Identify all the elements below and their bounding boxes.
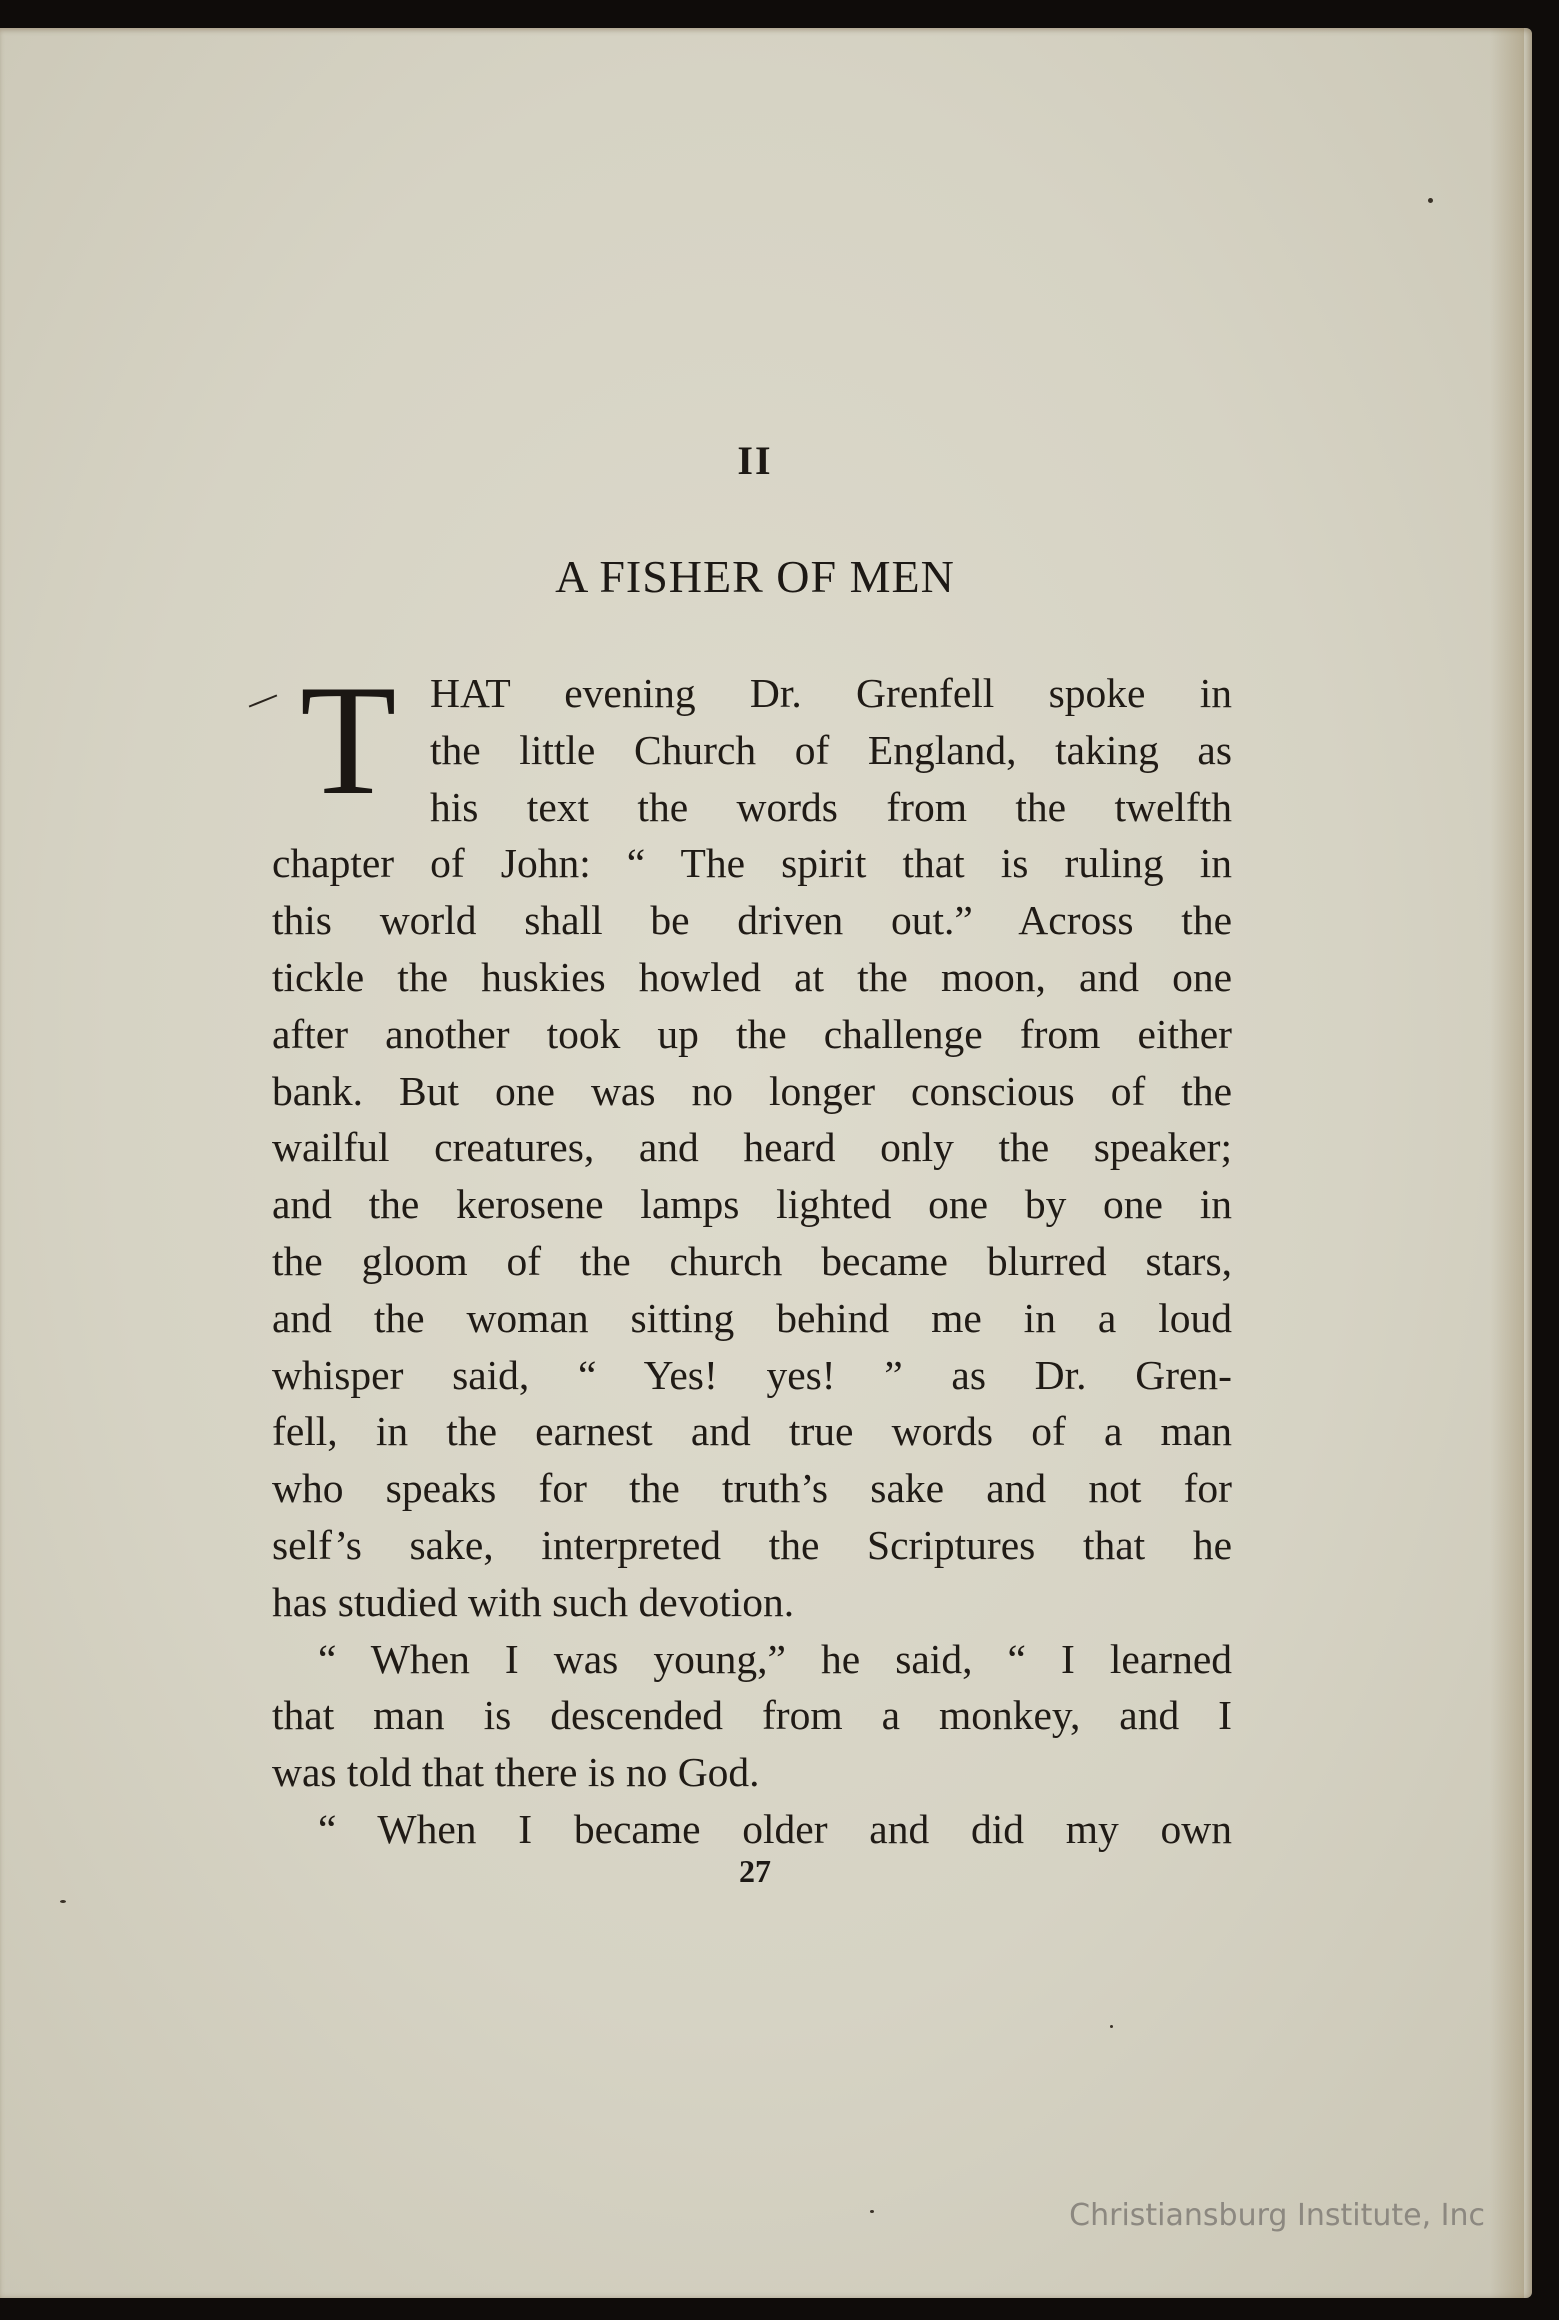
page-number: 27	[739, 1853, 771, 1889]
text-line: the little Church of England, taking as	[430, 726, 1232, 773]
chapter-title: A FISHER OF MEN	[555, 551, 955, 602]
paper-speck	[1428, 198, 1433, 203]
text-line: was told that there is no God.	[272, 1749, 760, 1796]
text-line: whisper said, “ Yes! yes! ” as Dr. Gren-	[272, 1351, 1232, 1398]
text-line: “ When I became older and did my own	[318, 1805, 1232, 1852]
paper-speck	[60, 1900, 66, 1903]
text-line: that man is descended from a monkey, and I	[272, 1692, 1232, 1739]
chapter-number: II	[737, 438, 773, 483]
paper-speck	[1110, 2025, 1113, 2028]
text-line: and the woman sitting behind me in a loud	[272, 1294, 1232, 1341]
text-line: has studied with such devotion.	[272, 1578, 795, 1625]
text-line: after another took up the challenge from either	[272, 1010, 1232, 1057]
text-line: self’s sake, interpreted the Scriptures that he	[272, 1521, 1232, 1568]
text-line: “ When I was young,” he said, “ I learned	[318, 1635, 1232, 1682]
watermark: Christiansburg Institute, Inc	[1069, 2198, 1485, 2233]
text-line: chapter of John: “ The spirit that is ruling in	[272, 840, 1232, 887]
text-line: wailful creatures, and heard only the speaker;	[272, 1124, 1232, 1171]
text-line: the gloom of the church became blurred stars,	[272, 1237, 1232, 1284]
text-line: his text the words from the twelfth	[430, 783, 1232, 830]
text-line: bank. But one was no longer conscious of the	[272, 1067, 1232, 1114]
drop-cap: T	[300, 653, 397, 828]
text-line: fell, in the earnest and true words of a man	[272, 1408, 1232, 1455]
body-text	[272, 665, 1232, 1858]
text-line: HAT evening Dr. Grenfell spoke in	[430, 670, 1232, 716]
page-edge-shadow	[1490, 28, 1524, 2298]
text-line: and the kerosene lamps lighted one by one in	[272, 1181, 1232, 1228]
text-line: who speaks for the truth’s sake and not for	[272, 1465, 1232, 1512]
paper-speck	[870, 2210, 874, 2213]
text-line: tickle the huskies howled at the moon, and one	[272, 953, 1232, 1000]
text-line: this world shall be driven out.” Across the	[272, 897, 1232, 944]
